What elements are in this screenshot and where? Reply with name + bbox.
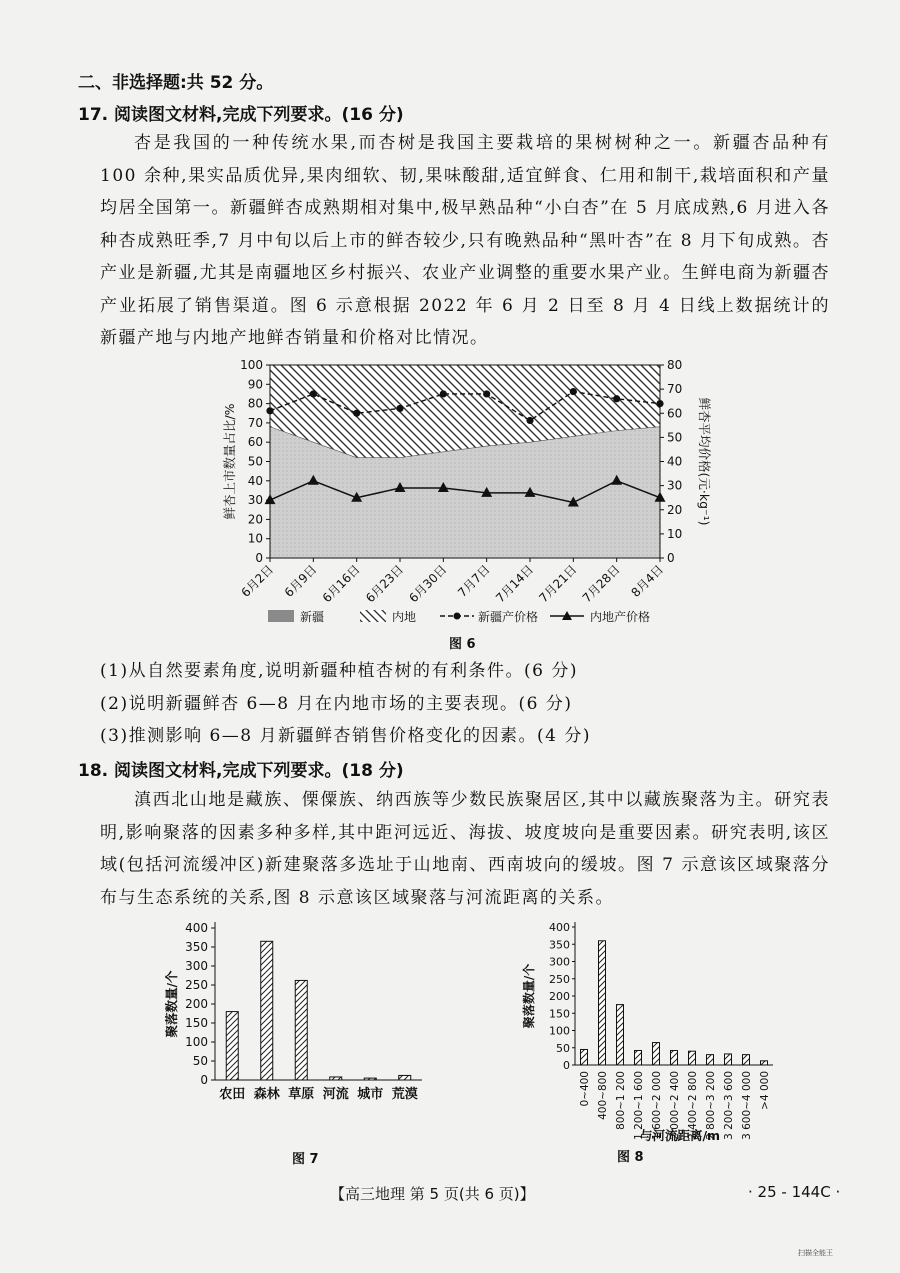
x-axis-tick-label: 6月30日: [406, 562, 450, 606]
legend-label-xinjiang-price: 新疆产价格: [478, 610, 539, 624]
left-axis-tick-label: 20: [247, 512, 263, 527]
fig8-bar: [617, 1005, 624, 1065]
fig8-x-tick-label: 1 600~2 000: [651, 1071, 663, 1140]
fig7-x-tick-label: 草原: [288, 1087, 315, 1102]
xinjiang-price-point: [526, 417, 533, 424]
legend-marker-xinjiang-price: [454, 613, 461, 620]
fig8-x-tick-label: 2 800~3 200: [705, 1071, 717, 1140]
fig8-bar: [707, 1055, 714, 1065]
left-axis-tick-label: 10: [247, 531, 263, 546]
left-axis-title: 鲜杏上市数量占比/%: [222, 403, 237, 520]
fig8-x-tick-label: 2 400~2 800: [687, 1071, 699, 1140]
question-17-title: 17. 阅读图文材料,完成下列要求。(16 分): [78, 105, 404, 125]
xinjiang-price-point: [353, 410, 360, 417]
fig7-x-tick-label: 荒漠: [391, 1087, 418, 1102]
question-17-sub-1: (1)从自然要素角度,说明新疆种植杏树的有利条件。(6 分): [100, 661, 578, 681]
right-axis-tick-label: 50: [667, 430, 683, 445]
question-17-material: [100, 127, 830, 355]
legend-swatch-xinjiang: [268, 610, 294, 622]
question-18-paragraph: 滇西北山地是藏族、傈僳族、纳西族等少数民族聚居区,其中以藏族聚落为主。研究表明,影响聚落的因素多种多样,其中距河远近、海拔、坡度坡向是重要因素。研究表明,该区域(包括河流缓冲区)新建聚落多选址于山地南、西南坡向的缓坡。图 7 示意该区域聚落分布与生态系统的关系,图 8 示意该区域聚落与河流距离的关系。: [100, 790, 830, 908]
fig8-y-tick-label: 400: [549, 921, 570, 934]
fig8-y-tick-label: 200: [549, 990, 570, 1003]
question-17-questions: [100, 655, 830, 753]
left-axis-tick-label: 80: [247, 396, 263, 411]
fig8-y-tick-label: 350: [549, 938, 570, 952]
left-axis-tick-label: 30: [247, 493, 263, 508]
fig8-y-tick-label: 250: [549, 972, 570, 986]
question-18-material: [100, 784, 830, 914]
right-axis-tick-label: 0: [667, 551, 675, 565]
fig7-bar: [261, 941, 273, 1080]
fig7-bar: [330, 1077, 342, 1080]
fig8-bar: [743, 1055, 750, 1065]
xinjiang-price-point: [396, 405, 403, 412]
right-axis-tick-label: 20: [667, 502, 683, 517]
xinjiang-price-point: [570, 388, 577, 395]
left-axis-tick-label: 60: [247, 435, 263, 450]
fig7-x-tick-label: 农田: [219, 1087, 246, 1102]
fig7-bar: [364, 1078, 376, 1080]
section-heading: 二、非选择题:共 52 分。: [78, 73, 274, 93]
figure-7-caption: 图 7: [292, 1152, 319, 1167]
left-axis-tick-label: 90: [247, 377, 263, 392]
fig7-bar: [295, 980, 307, 1080]
fig8-y-tick-label: 0: [563, 1059, 570, 1072]
question-17-sub-2: (2)说明新疆鲜杏 6—8 月在内地市场的主要表现。(6 分): [100, 693, 573, 714]
x-axis-tick-label: 7月21日: [536, 562, 580, 606]
scanner-stamp: 扫描全能王: [798, 1249, 833, 1257]
fig7-x-tick-label: 城市: [357, 1087, 384, 1102]
fig8-x-tick-label: 3 600~4 000: [741, 1071, 753, 1140]
fig7-y-tick-label: 0: [200, 1073, 208, 1087]
x-axis-tick-label: 7月14日: [493, 562, 537, 606]
footer-page-info: 【高三地理 第 5 页(共 6 页)】: [330, 1185, 535, 1203]
fig8-bar: [761, 1061, 768, 1065]
fig8-x-tick-label: 1 200~1 600: [633, 1071, 645, 1140]
fig7-y-tick-label: 100: [185, 1035, 208, 1049]
xinjiang-price-point: [266, 407, 273, 414]
footer-code: · 25 - 144C ·: [748, 1183, 841, 1201]
x-axis-tick-label: 7月7日: [455, 562, 493, 600]
fig7-y-tick-label: 350: [185, 940, 208, 954]
fig7-bar: [399, 1075, 411, 1080]
legend-swatch-neidi: [360, 610, 386, 622]
right-axis-tick-label: 10: [667, 526, 683, 541]
figure-6-chart: [210, 350, 710, 635]
fig8-y-tick-label: 50: [556, 1041, 570, 1055]
fig8-x-tick-label: 800~1 200: [615, 1071, 627, 1130]
right-axis-tick-label: 60: [667, 406, 683, 421]
fig8-y-tick-label: 300: [549, 955, 570, 969]
fig7-y-tick-label: 150: [185, 1016, 208, 1030]
figure-7-chart: [160, 910, 440, 1110]
question-17-paragraph: 杏是我国的一种传统水果,而杏树是我国主要栽培的果树树种之一。新疆杏品种有 100 余种,果实品质优异,果肉细软、韧,果味酸甜,适宜鲜食、仁用和制干,栽培面积和产量均居全国第一。新疆鲜杏成熟期相对集中,极早熟品种“小白杏”在 5 月底成熟,6 月进入各种杏成熟旺季,7 月中旬以后上市的鲜杏较少,只有晚熟品种“黑叶杏”在 8 月下旬成熟。杏产业是新疆,尤其是南疆地区乡村振兴、农业产业调整的重要水果产业。生鲜电商为新疆杏产业拓展了销售渠道。图 6 示意根据 2022 年 6 月 2 日至 8 月 4 日线上数据统计的新疆产地与内地产地鲜杏销量和价格对比情况。: [100, 133, 830, 348]
figure-8-caption: 图 8: [617, 1150, 644, 1165]
fig8-bar: [725, 1054, 732, 1065]
legend-label-neidi: 内地: [392, 610, 417, 624]
fig8-bar: [635, 1051, 642, 1065]
x-axis-tick-label: 6月16日: [319, 562, 363, 606]
right-axis-tick-label: 40: [667, 454, 683, 469]
fig8-x-axis-title: 与河流距离/m: [639, 1128, 721, 1143]
fig8-x-tick-label: 0~400: [579, 1071, 591, 1107]
fig7-y-tick-label: 50: [192, 1054, 208, 1068]
fig8-bar: [689, 1051, 696, 1065]
left-axis-tick-label: 100: [240, 358, 263, 372]
fig7-y-tick-label: 200: [185, 997, 208, 1011]
x-axis-tick-label: 6月9日: [281, 562, 320, 600]
fig8-x-tick-label: 3 200~3 600: [723, 1071, 735, 1140]
xinjiang-price-point: [656, 400, 663, 407]
xinjiang-price-point: [613, 395, 620, 402]
right-axis-tick-label: 80: [667, 358, 683, 372]
xinjiang-price-point: [483, 390, 490, 397]
legend-label-xinjiang: 新疆: [300, 610, 325, 624]
x-axis-tick-label: 6月2日: [238, 562, 277, 600]
fig8-y-tick-label: 100: [549, 1024, 570, 1038]
question-17-sub-3: (3)推测影响 6—8 月新疆鲜杏销售价格变化的因素。(4 分): [100, 726, 592, 746]
question-18-title: 18. 阅读图文材料,完成下列要求。(18 分): [78, 761, 404, 781]
fig8-x-tick-label: >4 000: [759, 1071, 771, 1110]
x-axis-tick-label: 7月28日: [579, 562, 623, 606]
fig8-x-tick-label: 400~800: [597, 1071, 609, 1120]
figure-6-caption: 图 6: [449, 637, 476, 652]
right-axis-title: 鲜杏平均价格(元·kg⁻¹): [697, 397, 712, 526]
fig7-y-axis-title: 聚落数量/个: [164, 970, 179, 1038]
fig8-bar: [599, 941, 606, 1065]
x-axis-tick-label: 8月4日: [628, 562, 667, 600]
left-axis-tick-label: 50: [247, 454, 263, 469]
fig8-bar: [581, 1049, 588, 1065]
fig8-x-tick-label: 2 000~2 400: [669, 1071, 681, 1140]
fig8-y-tick-label: 150: [549, 1007, 570, 1021]
left-axis-tick-label: 0: [255, 551, 263, 565]
xinjiang-price-point: [310, 390, 317, 397]
right-axis-tick-label: 30: [667, 478, 683, 493]
x-axis-tick-label: 6月23日: [363, 562, 407, 606]
legend-label-neidi-price: 内地产价格: [590, 610, 651, 624]
fig7-y-tick-label: 400: [185, 921, 208, 935]
fig7-x-tick-label: 森林: [253, 1087, 280, 1102]
fig7-y-tick-label: 250: [185, 978, 208, 992]
fig8-bar: [653, 1043, 660, 1065]
figure-8-chart: [515, 915, 780, 1145]
fig7-y-tick-label: 300: [185, 959, 208, 973]
left-axis-tick-label: 70: [247, 415, 263, 430]
fig8-y-axis-title: 聚落数量/个: [522, 963, 536, 1029]
fig8-bar: [671, 1051, 678, 1065]
xinjiang-price-point: [440, 390, 447, 397]
fig7-x-tick-label: 河流: [322, 1087, 349, 1102]
left-axis-tick-label: 40: [247, 473, 263, 488]
right-axis-tick-label: 70: [667, 382, 683, 397]
fig7-bar: [226, 1012, 238, 1080]
